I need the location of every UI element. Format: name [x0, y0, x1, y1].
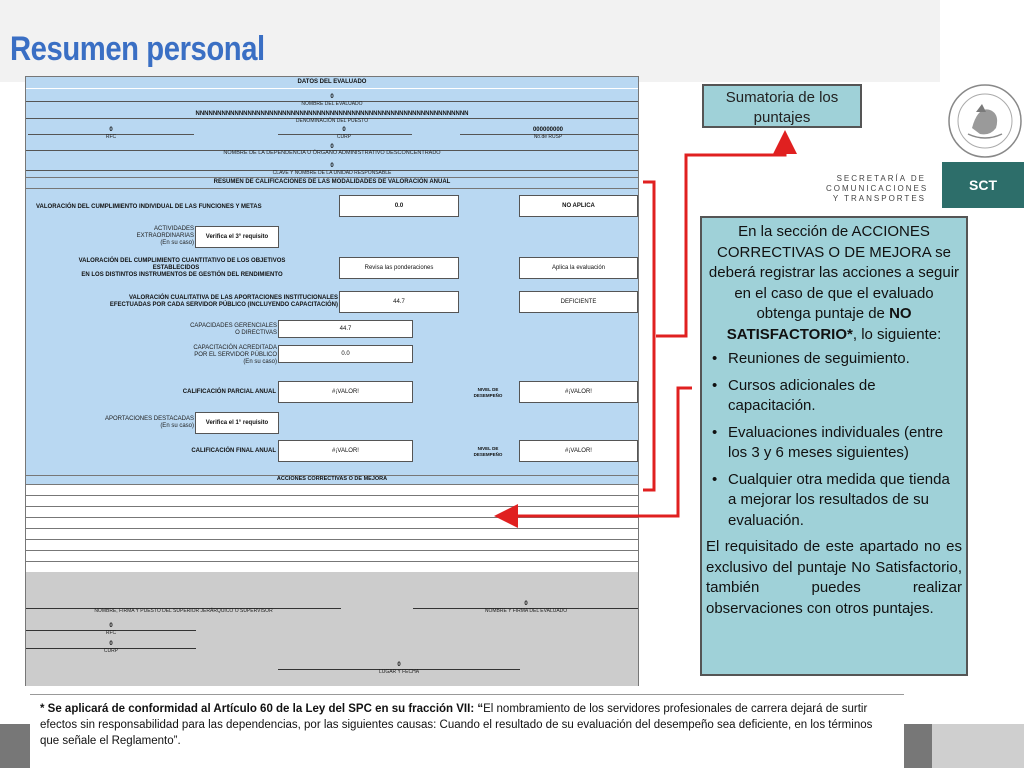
unidad-label: CLAVE Y NOMBRE DE LA UNIDAD RESPONSABLE [272, 170, 392, 176]
rfc-label: RFC [105, 134, 117, 140]
final-nivel-value: #¡VALOR! [519, 440, 638, 462]
callout-acciones [700, 216, 968, 676]
acciones-header: ACCIONES CORRECTIVAS O DE MEJORA [276, 476, 388, 482]
nombre-label: NOMBRE DEL EVALUADO [301, 101, 363, 107]
resumen-header: RESUMEN DE CALIFICACIONES DE LAS MODALIDADES DE VALORACIÓN ANUAL [213, 179, 451, 185]
puesto-label: DENOMINACIÓN DEL PUESTO [295, 118, 369, 124]
callout-closing: El requisitado de este apartado no es exclusivo del puntaje No Satisfactorio, también puedes realizar observaciones con otros puntajes. [706, 538, 962, 617]
puesto-value: NNNNNNNNNNNNNNNNNNNNNNNNNNNNNNNNNNNNNNNNNNNNNNNNNNNNNNNNNNNNNNN [195, 111, 469, 117]
list-item: • Cursos adicionales de capacitación. [706, 376, 962, 417]
capacitacion-value: 0.0 [278, 345, 413, 363]
sct-badge: SCT [942, 162, 1024, 208]
dependencia-value: 0 [330, 144, 334, 150]
callout-intro: En la sección de ACCIONES CORRECTIVAS O DE MEJORA se deberá registrar las acciones a seguir en el caso de que el evaluado obtenga puntaje de NO SATISFACTORIO*, lo siguiente: [708, 223, 960, 343]
dependencia-label: NOMBRE DE LA DEPENDENCIA U ÓRGANO ADMINISTRATIVO DESCONCENTRADO [223, 150, 441, 156]
curp-value: 0 [342, 127, 346, 133]
actividades-value: Verifica el 3° requisito [195, 226, 279, 248]
footnote: * Se aplicará de conformidad al Artículo 60 de la Ley del SPC en su fracción VII: “El nombramiento de los servidores profesionales de carrera dejará de surtir efectos sin responsabilidad para las dependencias, por las siguientes causas: Cuando el resultado de su evaluación del desempeño sea deficiente, en los términos que señale el Reglamento”. [30, 694, 904, 768]
bottom-bar-far-right [932, 724, 1024, 768]
parcial-nivel-value: #¡VALOR! [519, 381, 638, 403]
parcial-value: #¡VALOR! [278, 381, 413, 403]
list-item: • Reuniones de seguimiento. [706, 349, 962, 370]
superior-label: NOMBRE, FIRMA Y PUESTO DEL SUPERIOR JERÁRQUICO O SUPERVISOR [94, 608, 273, 614]
callout-bullets [706, 349, 962, 531]
lugar-value: 0 [397, 662, 401, 668]
sup-curp-value: 0 [109, 641, 113, 647]
rusp-label: No.de RUSP [533, 134, 563, 140]
objetivos-status: Aplica la evaluación [519, 257, 638, 279]
sup-rfc-label: RFC [105, 630, 117, 636]
cumplimiento-label: VALORACIÓN DEL CUMPLIMIENTO INDIVIDUAL DE LAS FUNCIONES Y METAS [36, 204, 262, 210]
list-item: • Evaluaciones individuales (entre los 3 y 6 meses siguientes) [706, 423, 962, 464]
sup-curp-label: CURP [103, 648, 119, 654]
capacidades-value: 44.7 [278, 320, 413, 338]
bracket-resumen [643, 182, 654, 490]
objetivos-value: Revisa las ponderaciones [339, 257, 459, 279]
aportaciones-value: Verifica el 1° requisito [195, 412, 279, 434]
curp-label: CURP [336, 134, 352, 140]
datos-header: DATOS DEL EVALUADO [297, 79, 367, 85]
cualitativa-status: DEFICIENTE [519, 291, 638, 313]
list-item: • Cualquier otra medida que tienda a mejorar los resultados de su evaluación. [706, 470, 962, 532]
cualitativa-value: 44.7 [339, 291, 459, 313]
callout-sumatoria: Sumatoria de los puntajes [702, 84, 862, 128]
nombre-value: 0 [330, 94, 334, 100]
evaluado-label: NOMBRE Y FIRMA DEL EVALUADO [484, 608, 568, 614]
final-value: #¡VALOR! [278, 440, 413, 462]
unidad-value: 0 [330, 163, 334, 169]
cumplimiento-status: NO APLICA [519, 195, 638, 217]
mexico-seal-icon [946, 82, 1024, 160]
evaluado-value: 0 [524, 601, 528, 607]
rfc-value: 0 [109, 127, 113, 133]
lugar-label: LUGAR Y FECHA [378, 669, 420, 675]
bottom-bar-right [904, 724, 932, 768]
cumplimiento-value: 0.0 [339, 195, 459, 217]
sup-rfc-value: 0 [109, 623, 113, 629]
slide-title: Resumen personal [10, 30, 265, 68]
evaluation-form: DATOS DEL EVALUADO 0 NOMBRE DEL EVALUADO NNNNNNNNNNNNNNNNNNNNNNNNNNNNNNNNNNNNNNNNNNNNNNNNNNNNNNNNNNNNNNN DENOMINACIÓN DEL PUESTO 0 RFC 0 CURP 000000000 No.de RUSP 0 NOMBRE DE LA DEPENDENCIA U ÓRGANO ADMINISTRATIVO DESCONCENTRADO 0 CLAVE Y NOMBRE DE LA UNIDAD RESPONSABLE RESUMEN DE CALIFICACIONES DE LAS MODALIDADES DE VALORACIÓN ANUAL VALORACIÓN DEL CUMPLIMIENTO INDIVIDUAL DE LAS FUNCIONES Y METAS 0.0 NO APLICA ACTIVIDADES EXTRAORDINARIAS (En su caso) Verifica el 3° requisito VALORACIÓN DEL CUMPLIMIENTO CUANTITATIVO DE LOS OBJETIVOS ESTABLECIDOS EN LOS DISTINTOS INSTRUMENTOS DE GESTIÓN DEL RENDIMIENTO Revisa las ponderaciones Aplica la evaluación VALORACIÓN CUALITATIVA DE LAS APORTACIONES INSTITUCIONALES EFECTUADAS POR CADA SERVIDOR PÚBLICO (INCLUYENDO CAPACITACIÓN) 44.7 DEFICIENTE CAPACIDADES GERENCIALES O DIRECTIVAS 44.7 CAPACITACIÓN ACREDITADA POR EL SERVIDOR PÚBLICO (En su caso) 0.0 CALIFICACIÓN PARCIAL ANUAL #¡VALOR! NIVEL DE DESEMPEÑO #¡VALOR! APORTACIONES DESTACADAS (En su caso) Verifica el 1° requisito CALIFICACIÓN FINAL ANUAL #¡VALOR! NIVEL DE DESEMPEÑO #¡VALOR! ACCIONES CORRECTIVAS O DE MEJORA NOMBRE, FIRMA Y PUESTO DEL SUPERIOR JERÁRQUICO O SUPERVISOR 0 NOMBRE Y FIRMA DEL EVALUADO 0 RFC 0 CURP 0 LUGAR Y FECHA [25, 76, 639, 686]
bottom-bar-left [0, 724, 30, 768]
rusp-value: 000000000 [532, 127, 564, 133]
secretaria-text: SECRETARÍA DE COMUNICACIONES Y TRANSPORTES [826, 174, 929, 203]
